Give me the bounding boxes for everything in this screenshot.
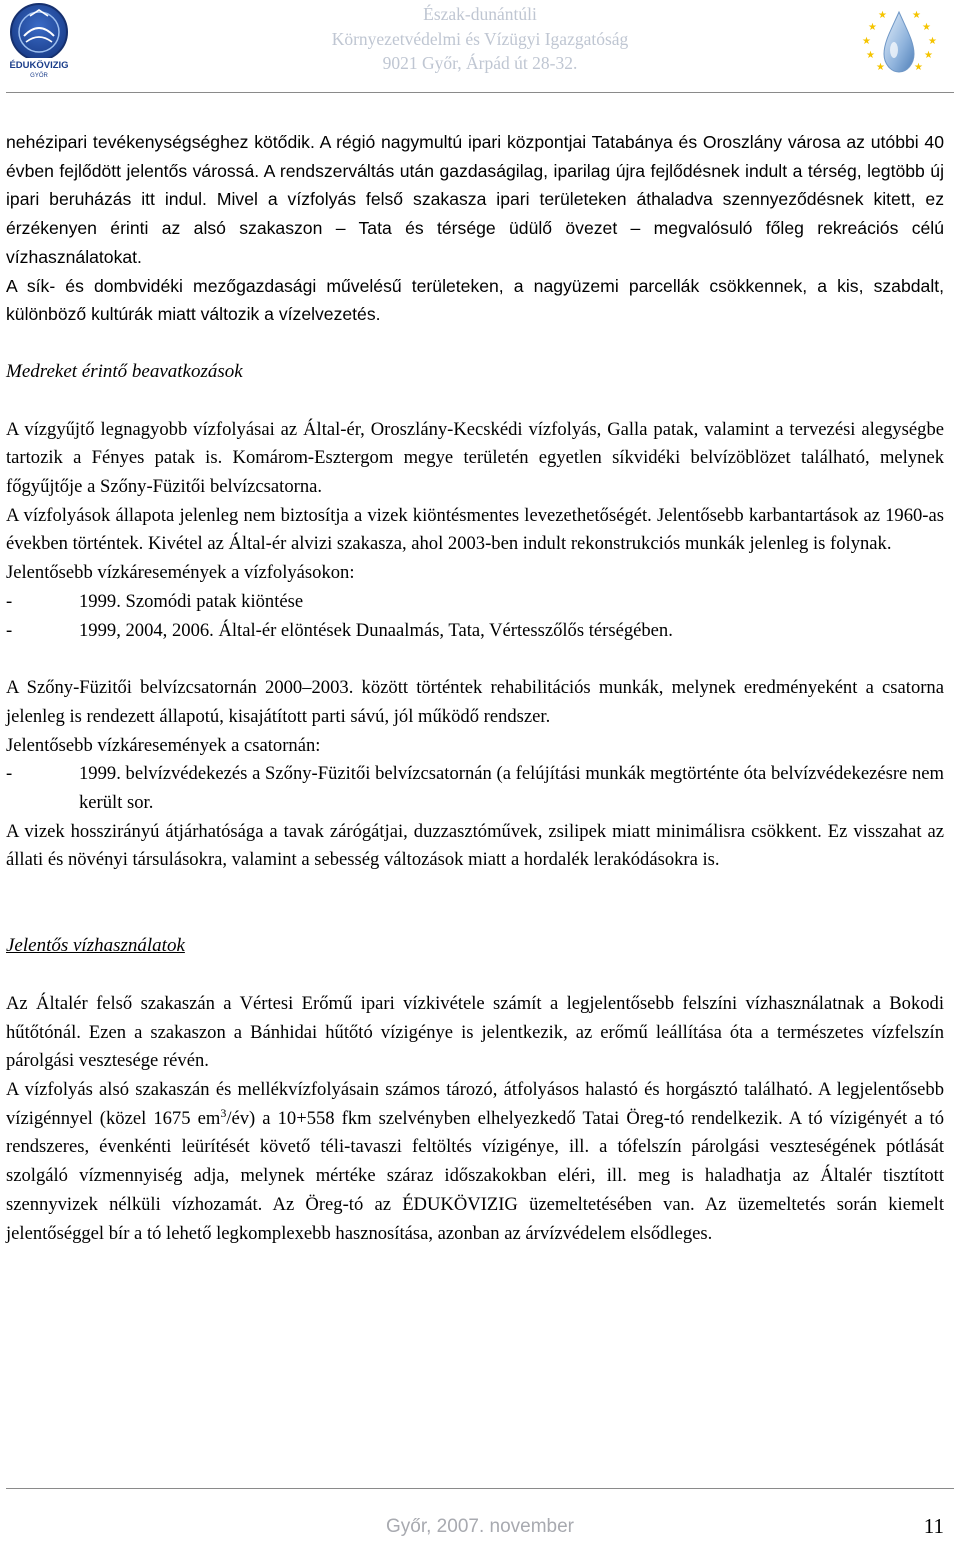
paragraph: A sík- és dombvidéki mezőgazdasági művelésű területeken, a nagyüzemi parcellák csökkennek, a kis, szabdalt, különböző kultúrák miatt változik a vízelvezetés. — [6, 275, 944, 325]
section-heading-vizhasznalatok: Jelentős vízhasználatok — [6, 935, 185, 957]
eu-stars-water-drop-logo — [858, 4, 940, 84]
svg-text:★: ★ — [866, 50, 875, 61]
svg-text:★: ★ — [868, 22, 877, 33]
paragraph-part: /év) a 10+558 fkm szelvényben elhelyezkedő Tatai Öreg-tó rendelkezik. A tó vízigényét a tó rendszeres, évenkénti leürítését követő téli-tavaszi feltöltés vízigénye, ill. a tófelszín párolgási veszteségének pótlását szolgáló vízmennyiség adja, melynek mértéke száraz időszakokban eléri, ill. meg is haladhatja az Általér tisztított szennyvizek nélküli vízhozamát. Az Öreg-tó az ÉDUKÖVIZIG üzemeltetésében van. Az üzemeltetés során kiemelt jelentőséggel bír a tó lehető legkomplexebb hasznosítása, azonban az árvízvédelem elsődleges. — [6, 1107, 945, 1244]
paragraph: Jelentősebb vízkáresemények a vízfolyásokon: — [6, 562, 355, 584]
svg-text:★: ★ — [912, 10, 921, 21]
paragraph: Jelentősebb vízkáresemények a csatornán: — [6, 734, 321, 756]
paragraph: nehézipari tevékenységséghez kötődik. A régió nagymultú ipari központjai Tatabánya és Oroszlány városa az utóbbi 40 évben fejlődött jelentős várossá. A rendszerváltás után gazdaságilag, iparilag újra fejlődésnek indult a térség, legtöbb új ipari beruházás itt indul. Mivel a vízfolyás felső szakasza ipari területeken áthaladva szennyeződésnek kitett, ez érzékenyen érinti az alsó szakaszon – Tata és térsége üdülő övezet – megvalósuló főleg rekreációs célú vízhasználatokat. — [6, 132, 944, 267]
paragraph: Az Általér felső szakaszán a Vértesi Erőmű ipari vízkivétele számít a legjelentősebb felszíni vízhasználatnak a Bokodi hűtőtónál. Ezen a szakaszon a Bánhidai hűtőtó vízigénye is jelentkezik, az erőmű leállítása óta a természetes vízfelszín párolgási vesztesége révén. — [6, 992, 944, 1072]
logo-text: ÉDUKÖVIZIG — [9, 60, 69, 71]
svg-text:★: ★ — [876, 62, 885, 73]
footer-place-date: Győr, 2007. november — [386, 1516, 574, 1537]
canal-damage-events-list — [6, 760, 944, 817]
svg-text:★: ★ — [924, 50, 933, 61]
document-body — [6, 128, 944, 1248]
section-heading-medreket: Medreket érintő beavatkozások — [6, 360, 243, 382]
svg-text:★: ★ — [862, 36, 871, 47]
svg-text:★: ★ — [922, 22, 931, 33]
svg-text:★: ★ — [914, 62, 923, 73]
paragraph: A Szőny-Füzitői belvízcsatornán 2000–2003. között történtek rehabilitációs munkák, melynek eredményeként a csatorna jelenleg is rendezett állapotú, kisajátított parti sávú, jól működő rendszer. — [6, 677, 944, 727]
svg-text:★: ★ — [928, 36, 937, 47]
list-item: - 1999. Szomódi patak kiöntése — [6, 588, 944, 617]
page-number: 11 — [923, 1514, 944, 1538]
org-line-2: Környezetvédelmi és Vízügyi Igazgatóság — [331, 28, 629, 49]
page-header — [0, 0, 960, 96]
paragraph: A vízgyűjtő legnagyobb vízfolyásai az Által-ér, Oroszlány-Kecskédi vízfolyás, Galla patak, valamint a tervezési alegységbe tartozik a Fényes patak is. Komárom-Esztergom megye területén egyetlen síkvidéki belvízöblözet található, melynek főgyűjtője a Szőny-Füzitői belvízcsatorna. — [6, 418, 944, 498]
paragraph: A vizek hosszirányú átjárhatósága a tavak zárógátjai, duzzasztóművek, zsilipek miatt minimálisra csökkent. Ez visszahat az állati és növényi társulásokra, valamint a sebesség változások miatt a hordalék lerakódásokra is. — [6, 820, 944, 871]
org-line-1: Észak-dunántúli — [423, 4, 537, 24]
org-line-3: 9021 Győr, Árpád út 28-32. — [382, 53, 578, 73]
paragraph — [6, 1076, 944, 1248]
organization-address — [300, 2, 660, 76]
edukovizig-crest-logo — [6, 2, 72, 78]
footer-divider — [6, 1488, 954, 1489]
list-item: - 1999. belvízvédekezés a Szőny-Füzitői belvízcsatornán (a felújítási munkák megtörténte óta belvízvédekezésre nem került sor. — [6, 760, 944, 817]
list-item: - 1999, 2004, 2006. Által-ér elöntések Dunaalmás, Tata, Vértesszőlős térségében. — [6, 617, 944, 646]
logo-subtext: GYŐR — [30, 73, 48, 78]
damage-events-list — [6, 588, 944, 645]
svg-text:★: ★ — [878, 10, 887, 21]
superscript: 3 — [220, 1105, 227, 1120]
paragraph: A vízfolyások állapota jelenleg nem biztosítja a vizek kiöntésmentes levezethetőségét. Jelentősebb karbantartások az 1960-as években történtek. Kivétel az Által-ér alvizi szakasza, ahol 2003-ben indult rekonstrukciós munkák jelenleg is folynak. — [6, 504, 944, 555]
paragraph-part: A vízfolyás alsó szakaszán és mellékvízfolyásain számos tározó, átfolyásos halastó és horgásztó található. A legjelentősebb vízigénnyel (közel 1675 em — [6, 1078, 944, 1129]
header-divider — [6, 92, 954, 93]
